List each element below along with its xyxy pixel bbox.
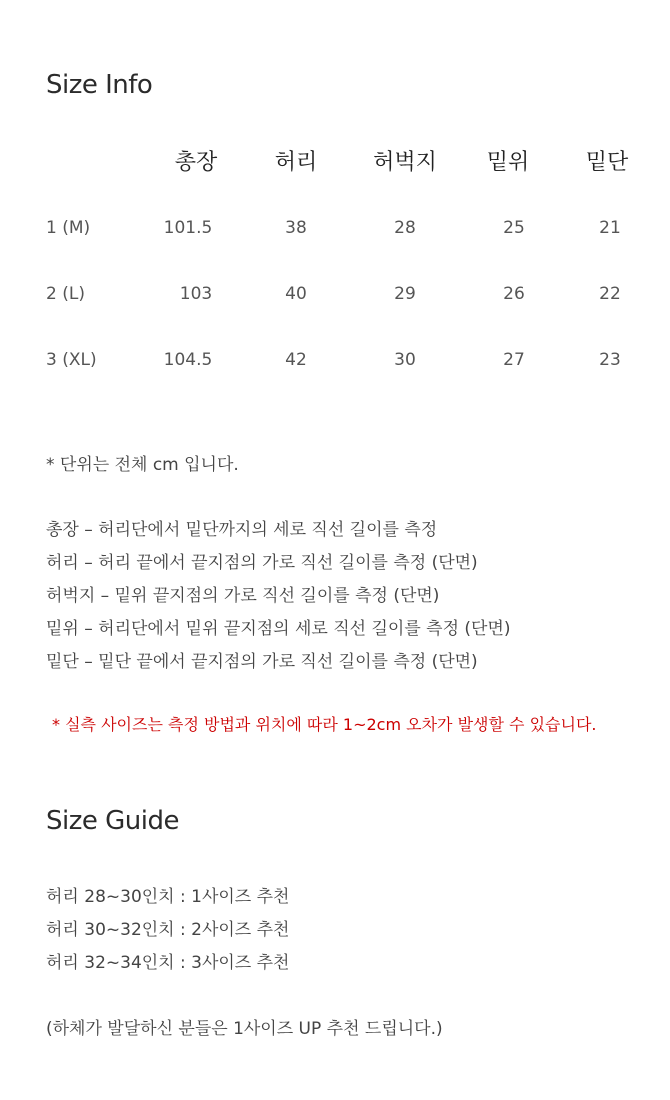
table-cell: 23 bbox=[599, 350, 621, 370]
column-header-thigh: 허벅지 bbox=[373, 150, 437, 175]
definition-line: 허리 – 허리 끝에서 끝지점의 가로 직선 길이를 측정 (단면) bbox=[46, 553, 478, 573]
table-cell: 103 bbox=[179, 284, 213, 304]
guide-note: (하체가 발달하신 분들은 1사이즈 UP 추천 드립니다.) bbox=[46, 1019, 443, 1039]
column-header-length: 총장 bbox=[174, 150, 218, 175]
size-guide-title: Size Guide bbox=[46, 806, 179, 836]
table-cell: 22 bbox=[599, 284, 621, 304]
table-cell: 38 bbox=[285, 218, 307, 238]
table-cell: 42 bbox=[285, 350, 307, 370]
unit-note: * 단위는 전체 cm 입니다. bbox=[46, 455, 239, 475]
guide-line: 허리 30~32인치 : 2사이즈 추천 bbox=[46, 920, 290, 940]
guide-line: 허리 32~34인치 : 3사이즈 추천 bbox=[46, 953, 290, 973]
table-cell: 27 bbox=[503, 350, 525, 370]
table-cell: 26 bbox=[503, 284, 525, 304]
column-header-rise: 밑위 bbox=[486, 150, 530, 175]
table-cell: 28 bbox=[394, 218, 416, 238]
table-cell: 30 bbox=[394, 350, 416, 370]
definition-line: 밑단 – 밑단 끝에서 끝지점의 가로 직선 길이를 측정 (단면) bbox=[46, 652, 478, 672]
table-cell: 25 bbox=[503, 218, 525, 238]
definition-line: 밑위 – 허리단에서 밑위 끝지점의 세로 직선 길이를 측정 (단면) bbox=[46, 619, 511, 639]
column-header-hem: 밑단 bbox=[585, 150, 629, 175]
column-header-waist: 허리 bbox=[274, 150, 318, 175]
row-label: 2 (L) bbox=[46, 284, 85, 304]
table-cell: 40 bbox=[285, 284, 307, 304]
guide-line: 허리 28~30인치 : 1사이즈 추천 bbox=[46, 887, 290, 907]
definition-line: 총장 – 허리단에서 밑단까지의 세로 직선 길이를 측정 bbox=[46, 520, 438, 540]
table-cell: 101.5 bbox=[163, 218, 213, 238]
row-label: 3 (XL) bbox=[46, 350, 97, 370]
table-cell: 29 bbox=[394, 284, 416, 304]
measurement-warning: * 실측 사이즈는 측정 방법과 위치에 따라 1~2cm 오차가 발생할 수 있습니다. bbox=[52, 715, 597, 734]
row-label: 1 (M) bbox=[46, 218, 91, 238]
size-info-title: Size Info bbox=[46, 70, 153, 100]
definition-line: 허벅지 – 밑위 끝지점의 가로 직선 길이를 측정 (단면) bbox=[46, 586, 440, 606]
table-cell: 104.5 bbox=[163, 350, 213, 370]
table-cell: 21 bbox=[599, 218, 621, 238]
